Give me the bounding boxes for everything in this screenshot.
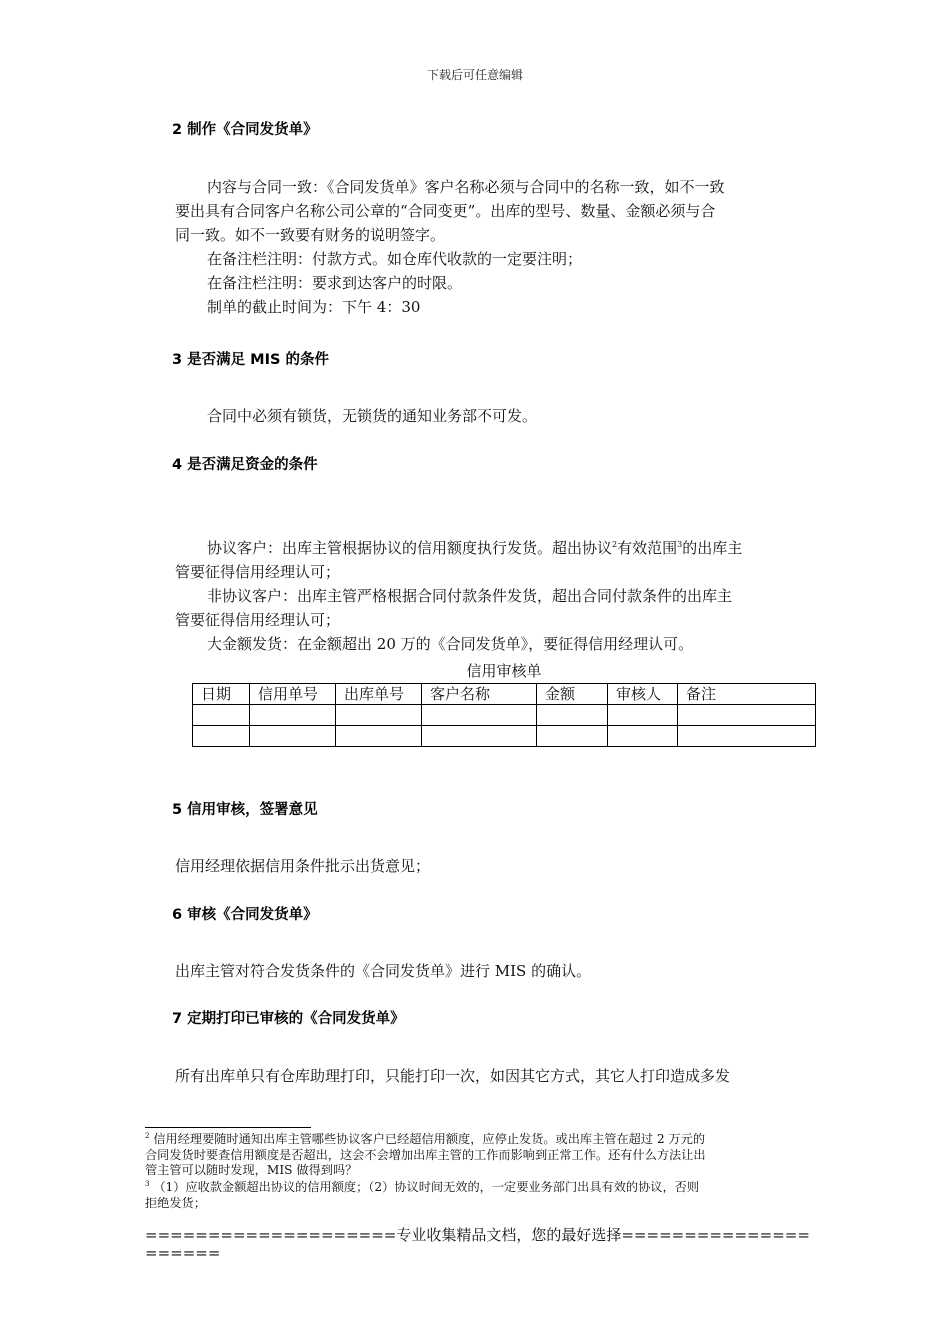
section-3-text: 合同中必须有锁货，无锁货的通知业务部不可发。: [207, 407, 538, 425]
page-header: 下载后可任意编辑: [426, 68, 523, 82]
table-cell: [422, 726, 537, 747]
footnote-2: [145, 1132, 810, 1179]
footnote-3-line-1: [145, 1180, 810, 1196]
table-cell: [537, 705, 608, 726]
section-2-body: [175, 175, 811, 319]
table-cell: [193, 726, 250, 747]
section-2-para-line-2: 要出具有合同客户名称公司公章的“合同变更”。出库的型号、数量、金额必须与合: [175, 202, 716, 220]
footnote-2-line-3: 管主管可以随时发现，MIS 做得到吗？: [145, 1163, 358, 1177]
table-cell: [193, 705, 250, 726]
section-2-cutoff: 制单的截止时间为：下午 4：30: [207, 298, 421, 316]
column-header: 客户名称: [422, 684, 537, 705]
table-cell: [678, 726, 816, 747]
column-header: 出库单号: [336, 684, 422, 705]
section-4-heading: 4 是否满足资金的条件: [172, 457, 318, 473]
table-cell: [422, 705, 537, 726]
credit-table-title: 信用审核单: [466, 662, 542, 680]
section-6-heading: 6 审核《合同发货单》: [172, 907, 318, 923]
footnote-2-line-2: 合同发货时要查信用额度是否超出，这会不会增加出库主管的工作而影响到正常工作。还有什么方法让出: [145, 1147, 706, 1162]
column-header: 日期: [193, 684, 250, 705]
section-4-body: [175, 536, 811, 656]
table-cell: [336, 726, 422, 747]
footnote-3-text-1: （1）应收款金额超出协议的信用额度；（2）协议时间无效的，一定要业务部门出具有效的协议，否则: [153, 1180, 700, 1194]
section-2-para-line-1: 内容与合同一致：《合同发货单》客户名称必须与合同中的名称一致，如不一致: [207, 178, 725, 196]
agreement-text-b: 有效范围: [617, 539, 678, 557]
section-5-heading: 5 信用审核，签署意见: [172, 802, 318, 818]
large-amount-line: 大金额发货：在金额超出 20 万的《合同发货单》，要征得信用经理认可。: [207, 635, 694, 653]
footnote-3-mark: 3: [145, 1179, 150, 1188]
footnote-ref-3[interactable]: 3: [677, 540, 683, 549]
section-2-para-line-3: 同一致。如不一致要有财务的说明签字。: [175, 226, 446, 244]
section-6-body: [175, 959, 811, 983]
footnote-ref-2[interactable]: 2: [612, 540, 618, 549]
section-2-heading: 2 制作《合同发货单》: [172, 122, 318, 138]
section-5-text: 信用经理依据信用条件批示出货意见；: [175, 857, 431, 875]
section-3-body: [175, 404, 811, 428]
table-cell: [250, 726, 336, 747]
agreement-customer-line-1: [175, 536, 811, 560]
table-row: [193, 726, 816, 747]
footnote-2-mark: 2: [145, 1131, 150, 1140]
section-3-heading: 3 是否满足 MIS 的条件: [172, 352, 330, 368]
non-agreement-line-1: 非协议客户：出库主管严格根据合同付款条件发货，超出合同付款条件的出库主: [207, 587, 733, 605]
table-header-row: [193, 684, 816, 705]
table-cell: [537, 726, 608, 747]
section-5-body: [175, 854, 811, 878]
column-header: 信用单号: [250, 684, 336, 705]
footnote-separator: [145, 1127, 311, 1128]
table-cell: [608, 705, 678, 726]
table-cell: [678, 705, 816, 726]
column-header: 审核人: [608, 684, 678, 705]
section-7-text: 所有出库单只有仓库助理打印，只能打印一次，如因其它方式，其它人打印造成多发: [175, 1067, 731, 1085]
footnote-3: [145, 1180, 810, 1211]
table-cell: [336, 705, 422, 726]
section-7-heading: 7 定期打印已审核的《合同发货单》: [172, 1011, 405, 1027]
footnote-3-line-2: 拒绝发货；: [145, 1195, 206, 1210]
table-cell: [608, 726, 678, 747]
footnote-2-text-1: 信用经理要随时通知出库主管哪些协议客户已经超信用额度，应停止发货。或出库主管在超过 2 万元的: [153, 1132, 706, 1146]
non-agreement-line-2: 管要征得信用经理认可；: [175, 611, 341, 629]
table-cell: [250, 705, 336, 726]
section-2-note-payment: 在备注栏注明：付款方式。如仓库代收款的一定要注明；: [207, 250, 583, 268]
table-row: [193, 705, 816, 726]
section-6-text: 出库主管对符合发货条件的《合同发货单》进行 MIS 的确认。: [175, 962, 592, 980]
footer-banner: ====================专业收集精品文档，您的最好选择=====================: [145, 1226, 810, 1262]
agreement-customer-line-2: 管要征得信用经理认可；: [175, 563, 341, 581]
agreement-text-a: 协议客户：出库主管根据协议的信用额度执行发货。超出协议: [207, 539, 613, 557]
footnote-2-line-1: [145, 1132, 810, 1148]
section-7-body: [175, 1064, 811, 1088]
column-header: 备注: [678, 684, 816, 705]
credit-review-table: [192, 683, 816, 747]
column-header: 金额: [537, 684, 608, 705]
agreement-text-c: 的出库主: [682, 539, 743, 557]
section-2-note-timelimit: 在备注栏注明：要求到达客户的时限。: [207, 274, 463, 292]
